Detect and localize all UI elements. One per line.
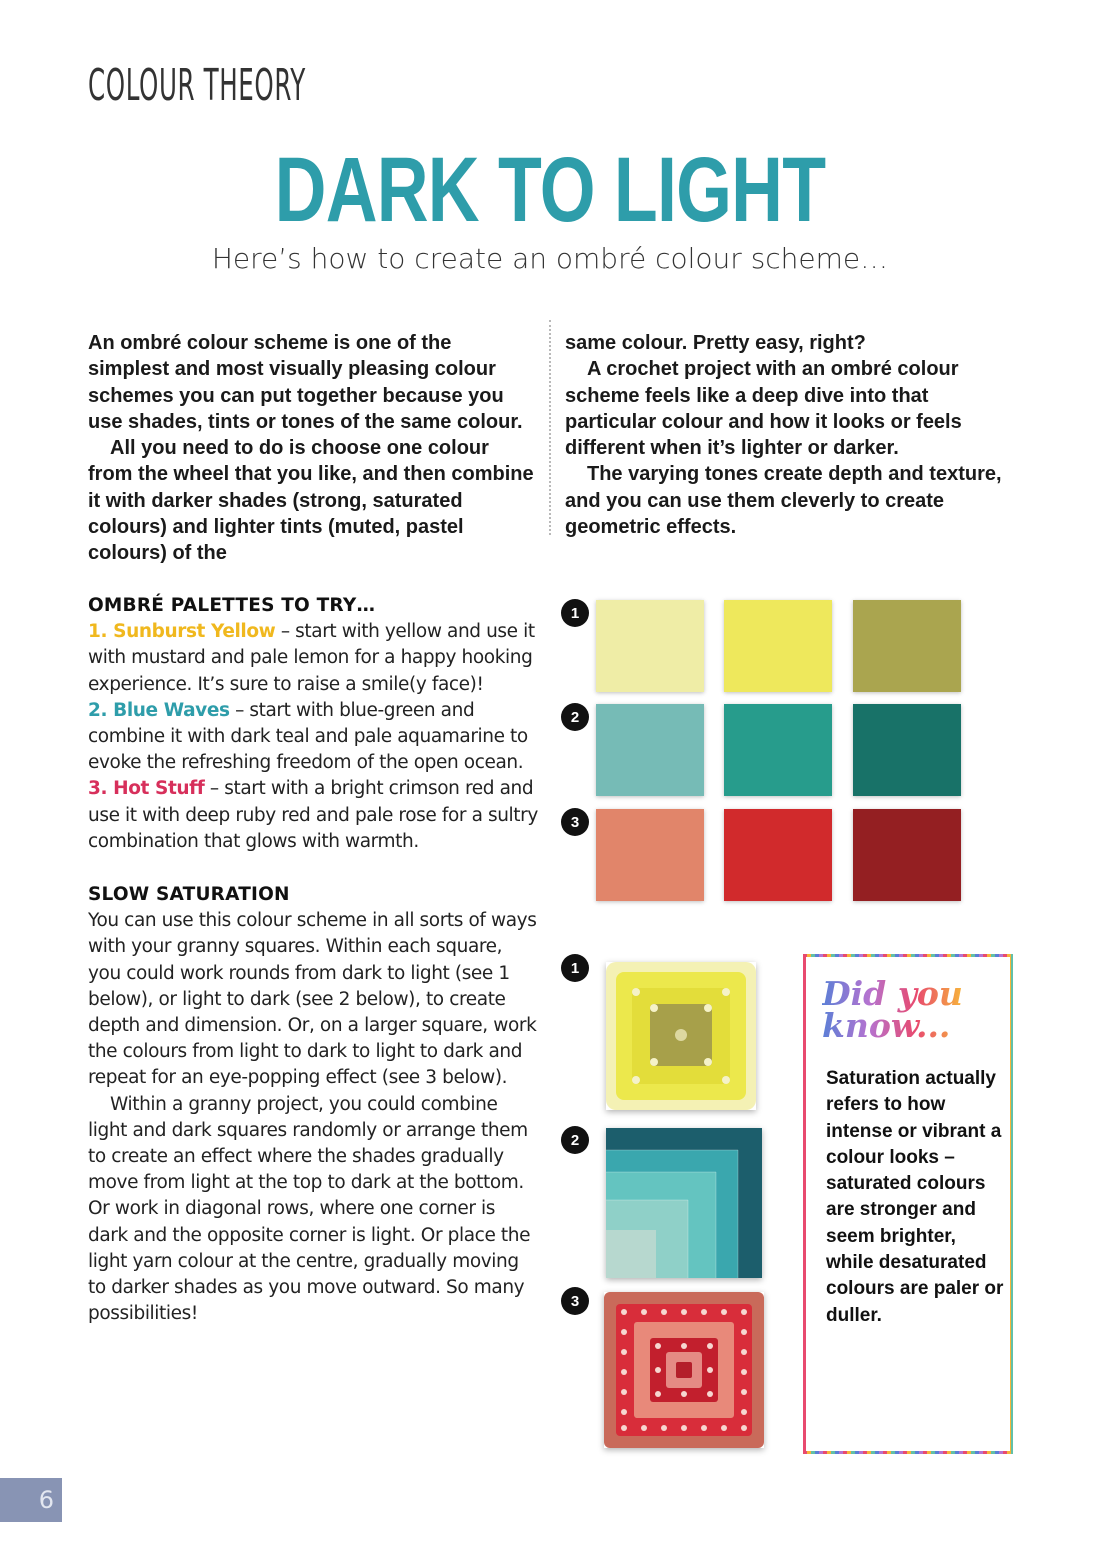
page-title: DARK TO LIGHT [274, 139, 826, 241]
saturation-heading: SLOW SATURATION [88, 884, 290, 905]
swatch-row3-dark [853, 809, 961, 901]
palette-text: – start with a bright crimson red and use it with deep ruby red and pale rose for a sultry combination that glows with warmth. [88, 778, 538, 852]
square-number: 1 [561, 954, 589, 982]
did-you-know-title: Did you know... [822, 974, 963, 1045]
intro-paragraph: A crochet project with an ombré colour scheme feels like a deep dive into that particular colour and how it looks or feels different when it’s lighter or darker. [565, 358, 962, 460]
square-number: 3 [561, 1287, 589, 1315]
swatch-row1-light [596, 600, 704, 692]
swatch-row3-light [596, 809, 704, 901]
palettes-section [88, 593, 540, 855]
palette-item [88, 776, 540, 855]
intro-left-column [88, 330, 538, 567]
palettes-heading: OMBRÉ PALETTES TO TRY… [88, 595, 376, 616]
swatch-row2-dark [853, 704, 961, 796]
intro-paragraph: All you need to do is choose one colour from the wheel that you like, and then combine it with darker shades (strong, saturated colours) and lighter tints (muted, pastel colours) of the [88, 437, 534, 565]
swatch-row1-dark [853, 600, 961, 692]
granny-square-yellow-image [606, 962, 756, 1110]
square-number: 2 [561, 1126, 589, 1154]
palette-text: – start with blue-green and combine it with dark teal and pale aquamarine to evoke the refreshing freedom of the open ocean. [88, 699, 528, 774]
swatch-row2-light [596, 704, 704, 796]
section-label: COLOUR THEORY [88, 60, 306, 111]
palette-item [88, 698, 540, 777]
swatch-row1-mid [724, 600, 832, 692]
saturation-paragraph: Within a granny project, you could combine light and dark squares randomly or arrange them to create an effect where the shades gradually move from light at the top to dark at the bottom. Or work in diagonal rows, where one corner is dark and the opposite corner is light. Or place the light yarn colour at the centre, gradually moving to darker shades as you move outward. So many possibilities! [88, 1093, 531, 1325]
page-number: 6 [38, 1486, 54, 1514]
intro-paragraph: same colour. Pretty easy, right? [565, 332, 866, 354]
intro-right-column [565, 330, 1015, 540]
intro-paragraph: The varying tones create depth and texture, and you can use them cleverly to create geometric effects. [565, 463, 1002, 539]
palette-item [88, 619, 540, 698]
granny-square-red-image [604, 1292, 764, 1448]
did-you-know-text: Saturation actually refers to how intense or vibrant a colour looks – saturated colours are stronger and seem brighter, while desaturated colours are paler or duller. [826, 1068, 1004, 1326]
swatch-row2-mid [724, 704, 832, 796]
column-divider [549, 320, 551, 535]
palette-name-sunburst: 1. Sunburst Yellow [88, 621, 276, 643]
palette-name-hot-stuff: 3. Hot Stuff [88, 778, 205, 800]
intro-paragraph: An ombré colour scheme is one of the simplest and most visually pleasing colour schemes you can put together because you use shades, tints or tones of the same colour. [88, 332, 523, 433]
saturation-paragraph: You can use this colour scheme in all sorts of ways with your granny squares. Within each square, you could work rounds from dark to light (see 1 below), or light to dark (see 2 below), to create depth and dimension. Or, on a larger square, work the colours from light to dark to light to dark and repeat for an eye-popping effect (see 3 below). [88, 910, 537, 1089]
swatch-row-number: 2 [561, 703, 589, 731]
saturation-section [88, 882, 540, 1327]
granny-square-teal-image [606, 1128, 762, 1278]
palette-text: – start with yellow and use it with mustard and pale lemon for a happy hooking experience. It’s sure to raise a smile(y face)! [88, 621, 535, 695]
palette-name-blue-waves: 2. Blue Waves [88, 699, 230, 721]
swatch-row-number: 3 [561, 808, 589, 836]
swatch-row3-mid [724, 809, 832, 901]
swatch-row-number: 1 [561, 599, 589, 627]
page-subtitle: Here’s how to create an ombré colour scheme… [211, 242, 889, 275]
page-number-tab [0, 1478, 62, 1522]
